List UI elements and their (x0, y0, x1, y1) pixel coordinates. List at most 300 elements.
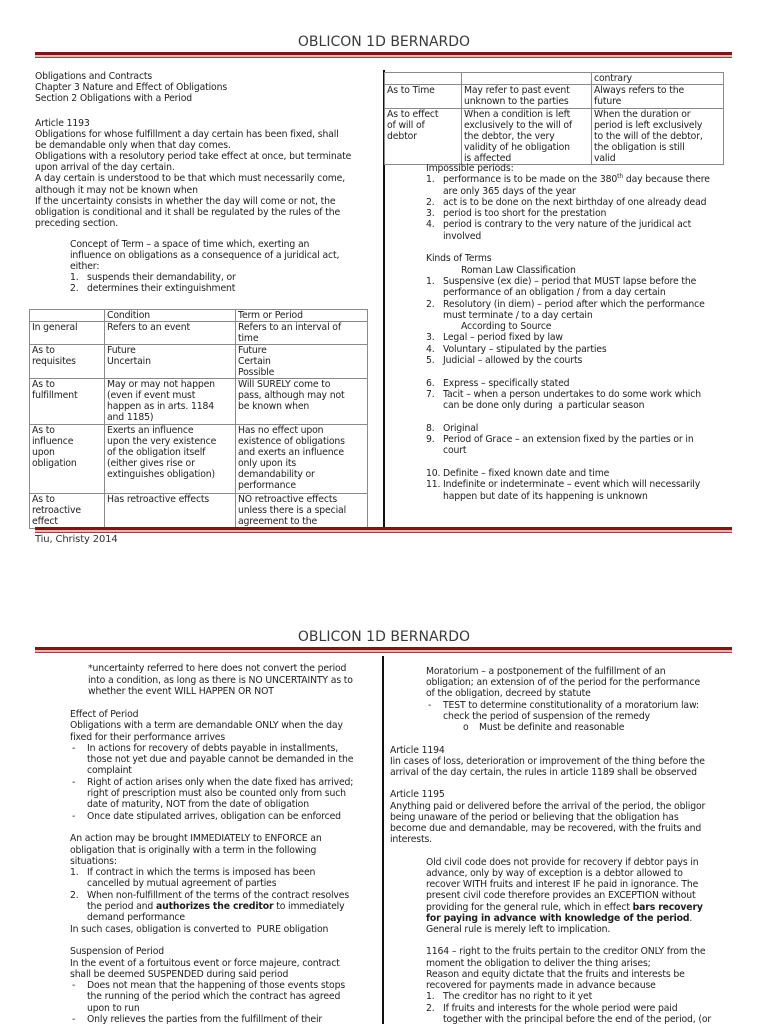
line-text: Section 2 Obligations with a Period (35, 93, 193, 104)
bold-text: authorizes the creditor (155, 901, 274, 913)
text-line (35, 71, 227, 82)
numbered-item-line (426, 276, 710, 287)
bullet-item-line (70, 1014, 353, 1024)
condition-vs-term-table-continued (384, 72, 724, 165)
text-line (426, 924, 711, 935)
bullet-item-line (426, 700, 711, 711)
line-text: General rule is merely left to implication. (426, 924, 611, 936)
table-header-row (30, 310, 368, 322)
line-text: obligation; an extension of of the period for the performance (426, 677, 701, 689)
continuation-line (426, 310, 710, 321)
line-text: right of prescription must also be counted only from such (87, 788, 346, 800)
table-cell: contrary (592, 73, 724, 85)
continuation-line (70, 799, 353, 810)
line-text: shall be deemed SUSPENDED during said period (70, 968, 289, 980)
line-text: Obligations with a term are demandable ONLY when the day (70, 720, 343, 732)
text-line (70, 946, 353, 957)
line-text: When non-fulfillment of the terms of the contract resolves (87, 889, 350, 901)
line-text: If contract in which the terms is imposed has been (87, 867, 316, 879)
continuation-line (70, 991, 353, 1002)
line-text: Obligations and Contracts (35, 71, 153, 82)
continuation-line (70, 754, 353, 765)
line-text: Only relieves the parties from the fulfillment of their (87, 1014, 323, 1024)
line-text: Moratorium – a postponement of the fulfillment of an (426, 666, 666, 677)
table-cell (385, 73, 462, 85)
table-cell: Always refers to the future (592, 85, 724, 109)
line-text: can be done only during a particular season (443, 400, 645, 412)
line-text: Indefinite or indeterminate – event which will necessarily (443, 479, 701, 491)
continuation-line (426, 445, 710, 456)
line-text: According to Source (461, 321, 552, 333)
line-text: Must be definite and reasonable (479, 722, 625, 734)
numbered-item-line (426, 344, 710, 355)
line-text (426, 902, 703, 913)
table-cell (462, 73, 592, 85)
line-text: court (443, 445, 467, 457)
table-cell: Has retroactive effects (105, 494, 236, 529)
table-cell: Refers to an event (105, 322, 236, 345)
table-row (30, 322, 368, 345)
table-cell: Future Certain Possible (236, 345, 368, 379)
document-intro (35, 71, 227, 104)
line-text: those not yet due and payable cannot be demanded in the (87, 754, 354, 766)
table-cell: In general (30, 322, 105, 345)
line-text: period is contrary to the very nature of the juridical act (443, 219, 692, 231)
numbered-item-line (426, 991, 711, 1002)
text-line (70, 845, 353, 856)
line-text: The creditor has no right to it yet (443, 991, 593, 1003)
blank-line (426, 778, 711, 789)
continuation-line (426, 711, 711, 722)
continuation-line (70, 901, 353, 912)
line-text: Reason and equity dictate that the fruits and interests be (426, 968, 685, 980)
line-text: Judicial – allowed by the courts (443, 355, 583, 367)
table-header-cell: Condition (105, 310, 236, 322)
line-text: must terminate / to a day certain (443, 309, 593, 321)
list-number: 9. (426, 434, 435, 446)
text-line (390, 812, 711, 823)
continuation-line (426, 231, 710, 242)
list-number: 3. (426, 332, 435, 344)
table-cell: As to retroactive effect (30, 494, 105, 529)
text-line (426, 677, 711, 688)
line-text: into a condition, as long as there is NO UNCERTAINTY as to (88, 674, 353, 686)
line-text: Tacit – when a person undertakes to do some work which (443, 388, 701, 400)
bullet-dash-marker: - (72, 742, 76, 754)
bullet-item-line (70, 811, 353, 822)
list-number: 1. (426, 991, 435, 1003)
numbered-item-line (426, 174, 710, 185)
table-cell: As to requisites (30, 345, 105, 379)
numbered-item-line (426, 355, 710, 366)
table-cell: Exerts an influence upon the very existence of the obligation itself (either gives rise or extinguishes obligation) (105, 425, 236, 494)
text-line (426, 969, 711, 980)
text-line (88, 686, 353, 698)
text-line (88, 663, 353, 675)
line-text: A day certain is understood to be that which must necessarily come, (35, 173, 346, 185)
line-text: An action may be brought IMMEDIATELY to ENFORCE an (70, 833, 322, 845)
numbered-item-line (426, 299, 710, 310)
bullet-item-line (70, 777, 353, 788)
line-text: period is too short for the prestation (443, 208, 607, 220)
table-row (385, 73, 724, 85)
list-number: 1. (70, 867, 79, 879)
line-text: Definite – fixed known date and time (443, 468, 610, 480)
line-text: Chapter 3 Nature and Effect of Obligations (35, 82, 228, 93)
text-line (70, 239, 339, 250)
continuation-line (426, 400, 710, 411)
line-text: become due and demandable, may be recovered, with the fruits and (390, 823, 702, 835)
line-text: Express – specifically stated (443, 377, 570, 389)
continuation-line (70, 878, 353, 889)
line-text: date of maturity, NOT from the date of obligation (87, 799, 309, 811)
line-text: Concept of Term – a space of time which, exerting an (70, 239, 310, 250)
line-text: Anything paid or delivered before the arrival of the period, the obligor (390, 800, 706, 812)
line-text: Impossible periods: (426, 163, 514, 174)
line-text: moment the obligation to deliver the thing arises; (426, 957, 651, 969)
text-line (426, 688, 711, 699)
numbered-item-line (426, 208, 710, 219)
table-cell: Will SURELY come to pass, although may not be known when (236, 379, 368, 425)
subheading-line (426, 321, 710, 332)
continuation-line (70, 765, 353, 776)
text-line (35, 207, 351, 218)
table-header-cell: Term or Period (236, 310, 368, 322)
table-row (30, 379, 368, 425)
text-line (390, 801, 711, 812)
text-line (35, 118, 351, 129)
line-text: interests. (390, 834, 432, 846)
table-cell: May or may not happen (even if event must happen as in arts. 1184 and 1185) (105, 379, 236, 425)
line-text: In the event of a fortuitous event or force majeure, contract (70, 957, 340, 969)
numbered-item-line (426, 1003, 711, 1014)
text-line (35, 218, 351, 229)
blank-line (426, 935, 711, 946)
table-cell: NO retroactive effects unless there is a special agreement to the (236, 494, 368, 529)
table-row (30, 345, 368, 379)
text-line (426, 902, 711, 913)
text-segment: to immediately (273, 901, 345, 913)
blank-line (426, 733, 711, 744)
line-text: being unaware of the period or believing that the obligation has (390, 811, 679, 823)
list-number: 2. (426, 1002, 435, 1014)
line-text: If the uncertainty consists in whether the day will come or not, the (35, 195, 336, 207)
text-line (70, 833, 353, 844)
blank-line (426, 412, 710, 423)
line-text: Iin cases of loss, deterioration or improvement of the thing before the (390, 755, 705, 767)
line-text: Right of action arises only when the date fixed has arrived; (87, 776, 354, 788)
line-text (426, 913, 692, 924)
table-row (30, 494, 368, 529)
text-line (426, 879, 711, 890)
line-text: 1164 – right to the fruits pertain to the creditor ONLY from the (426, 946, 706, 958)
numbered-item-line (426, 423, 710, 434)
footer-rule (35, 527, 732, 533)
text-segment: performance is to be made on the 380 (443, 174, 618, 186)
table-cell: When a condition is left exclusively to the will of the debtor, the very validity of he obligation is affected (462, 109, 592, 165)
bullet-dash-marker: - (72, 1014, 76, 1024)
line-text: In actions for recovery of debts payable in installments, (87, 742, 339, 754)
numbered-item-line (426, 389, 710, 400)
table-row (385, 109, 724, 165)
line-text: of the obligation, decreed by statute (426, 688, 591, 700)
kinds-of-terms-section (426, 163, 710, 502)
text-line (35, 129, 351, 140)
line-text: Original (443, 422, 479, 434)
table-cell: As to fulfillment (30, 379, 105, 425)
header-rule (35, 647, 732, 653)
list-number: 5. (426, 355, 435, 367)
text-line (35, 140, 351, 151)
line-text: check the period of suspension of the remedy (443, 710, 650, 722)
line-text: arrival of the day certain, the rules in article 1189 shall be observed (390, 766, 697, 778)
line-text: happen but date of its happening is unknown (443, 490, 648, 502)
text-line (35, 196, 351, 207)
text-line (70, 924, 353, 935)
text-line (35, 151, 351, 162)
line-text: Suspensive (ex die) – period that MUST lapse before the (443, 275, 697, 287)
list-number: 1. (70, 272, 79, 284)
list-number: 2. (426, 196, 435, 208)
list-number: 4. (426, 219, 435, 231)
article-1193 (35, 118, 351, 229)
line-text: either: (70, 261, 100, 273)
table-row (30, 425, 368, 494)
line-text: Obligations for whose fulfillment a day certain has been fixed, shall (35, 129, 339, 141)
text-line (70, 250, 339, 261)
uncertainty-note (88, 663, 353, 698)
concept-of-term (70, 239, 339, 294)
bullet-item-line (70, 743, 353, 754)
text-line (70, 969, 353, 980)
text-segment: the period and (87, 901, 156, 913)
text-line (88, 675, 353, 687)
text-line (426, 980, 711, 991)
text-line (426, 913, 711, 924)
line-text: although it may not be known when (35, 184, 198, 196)
line-text: determines their extinguishment (87, 283, 236, 295)
bullet-circle-marker: o (463, 722, 469, 734)
line-text: obligation that is originally with a term in the following (70, 844, 317, 856)
column-divider (382, 656, 384, 1024)
text-line (390, 834, 711, 845)
text-line (70, 958, 353, 969)
numbered-item-line (70, 272, 339, 283)
numbered-item-line (426, 468, 710, 479)
effect-of-period-section (70, 709, 353, 1024)
continuation-line (426, 287, 710, 298)
text-line (70, 709, 353, 720)
line-text: Old civil code does not provide for recovery if debtor pays in (426, 856, 699, 868)
bullet-dash-marker: - (72, 776, 76, 788)
text-line (426, 163, 710, 174)
list-number: 2. (70, 283, 79, 295)
sub-bullet-item-line (426, 722, 711, 733)
line-text: preceding section. (35, 217, 119, 229)
blank-line (70, 822, 353, 833)
numbered-item-line (426, 479, 710, 490)
numbered-item-line (426, 219, 710, 230)
line-text: suspends their demandability, or (87, 272, 236, 284)
table-cell: Has no effect upon existence of obligations and exerts an influence only upon its demandability or performance (236, 425, 368, 494)
list-number: 2. (70, 889, 79, 901)
table-cell: Refers to an interval of time (236, 322, 368, 345)
line-text: Obligations with a resolutory period take effect at once, but terminate (35, 151, 352, 163)
text-line (35, 185, 351, 196)
bullet-dash-marker: - (428, 699, 432, 711)
text-line (390, 823, 711, 834)
list-number: 3. (426, 208, 435, 220)
condition-vs-term-table (29, 309, 368, 529)
text-line (390, 767, 711, 778)
bullet-dash-marker: - (72, 810, 76, 822)
header-rule (35, 52, 732, 58)
line-text: involved (443, 230, 482, 242)
text-line (426, 666, 711, 677)
moratorium-and-articles-section (390, 666, 712, 1024)
continuation-line (426, 1014, 711, 1024)
blank-line (70, 935, 353, 946)
continuation-line (70, 1003, 353, 1014)
text-line (390, 756, 711, 767)
line-text: Kinds of Terms (426, 253, 492, 265)
line-text: upon arrival of the day certain. (35, 162, 175, 174)
blank-line (426, 366, 710, 377)
line-text: Resolutory (in diem) – period after which the performance (443, 298, 705, 310)
list-number: 7. (426, 388, 435, 400)
text-line (35, 162, 351, 173)
line-text: demand performance (87, 912, 185, 924)
text-line (70, 261, 339, 272)
text-line (70, 720, 353, 731)
line-text: obligation is conditional and it shall be regulated by the rules of the (35, 206, 341, 218)
list-number: 6. (426, 377, 435, 389)
line-text: situations: (70, 855, 117, 867)
bold-text: for paying in advance with knowledge of the period (426, 912, 690, 924)
list-number: 11. (426, 479, 441, 491)
subheading-line (426, 265, 710, 276)
table-cell: As to Time (385, 85, 462, 109)
text-segment: day because there (623, 174, 710, 186)
continuation-line (70, 788, 353, 799)
continuation-line (426, 491, 710, 502)
line-text: whether the event WILL HAPPEN OR NOT (88, 686, 274, 697)
table-cell: As to effect of will of debtor (385, 109, 462, 165)
list-number: 8. (426, 422, 435, 434)
text-line (35, 93, 227, 104)
line-text: act is to be done on the next birthday of one already dead (443, 196, 707, 208)
bullet-item-line (70, 980, 353, 991)
numbered-item-line (426, 197, 710, 208)
bold-text: bars recovery (632, 901, 703, 913)
blank-line (426, 457, 710, 468)
line-text: Legal – period fixed by law (443, 332, 563, 344)
line-text: Does not mean that the happening of those events stops (87, 980, 346, 992)
line-text: fixed for their performance arrives (70, 731, 226, 743)
text-line (35, 173, 351, 184)
line-text: are only 365 days of the year (443, 185, 576, 197)
line-text: Suspension of Period (70, 946, 165, 958)
text-line (70, 732, 353, 743)
line-text (87, 901, 344, 912)
numbered-item-line (70, 283, 339, 294)
table-cell: May refer to past event unknown to the parties (462, 85, 592, 109)
line-text: If fruits and interests for the whole period were paid (443, 1002, 678, 1014)
list-number: 1. (426, 174, 435, 186)
text-line (390, 745, 711, 756)
numbered-item-line (426, 332, 710, 343)
text-line (426, 868, 711, 879)
text-line (426, 890, 711, 901)
text-line (70, 856, 353, 867)
line-text: upon to run (87, 1002, 140, 1014)
list-number: 2. (426, 298, 435, 310)
line-text: cancelled by mutual agreement of parties (87, 878, 277, 890)
line-text: Article 1193 (35, 118, 90, 129)
text-line (35, 82, 227, 93)
line-text: be demandable only when that day comes. (35, 140, 231, 152)
line-text: Effect of Period (70, 709, 139, 720)
superscript-text: th (617, 173, 624, 181)
table-cell: When the duration or period is left exclusively to the will of the debtor, the obligation is still valid (592, 109, 724, 165)
text-line (426, 253, 710, 264)
continuation-line (70, 912, 353, 923)
line-text: Once date stipulated arrives, obligation can be enforced (87, 810, 341, 822)
blank-line (426, 242, 710, 253)
text-segment: . (689, 912, 693, 924)
text-line (390, 789, 711, 800)
blank-line (426, 846, 711, 857)
text-line (426, 946, 711, 957)
line-text: TEST to determine constitutionality of a moratorium law: (443, 699, 699, 711)
numbered-item-line (70, 890, 353, 901)
table-cell: Future Uncertain (105, 345, 236, 379)
line-text: complaint (87, 765, 132, 777)
line-text: the running of the period which the contract has agreed (87, 991, 341, 1003)
line-text: advance, only by way of exception is a debtor allowed to (426, 867, 683, 879)
text-line (426, 958, 711, 969)
line-text: In such cases, obligation is converted to PURE obligation (70, 923, 329, 935)
line-text: together with the principal before the end of the period, (or (443, 1013, 712, 1024)
page-footer-author: Tiu, Christy 2014 (35, 534, 118, 545)
line-text: present civil code therefore provides an EXCEPTION without (426, 890, 696, 902)
text-segment: providing for the general rule, which in effect (426, 901, 633, 913)
line-text: Period of Grace – an extension fixed by the parties or in (443, 434, 694, 446)
line-text (443, 174, 710, 185)
page-header-title: OBLICON 1D BERNARDO (297, 34, 471, 50)
continuation-line (426, 186, 710, 197)
numbered-item-line (70, 867, 353, 878)
list-number: 4. (426, 343, 435, 355)
numbered-item-line (426, 378, 710, 389)
list-number: 1. (426, 275, 435, 287)
line-text: Voluntary – stipulated by the parties (443, 343, 607, 355)
line-text: Article 1194 (390, 744, 445, 756)
line-text: influence on obligations as a consequence of a juridical act, (70, 250, 340, 262)
line-text: recovered for payments made in advance because (426, 980, 656, 992)
line-text: *uncertainty referred to here does not convert the period (88, 663, 347, 674)
line-text: recover WITH fruits and interest IF he paid in ignorance. The (426, 879, 699, 891)
table-cell: As to influence upon obligation (30, 425, 105, 494)
line-text: Roman Law Classification (461, 264, 576, 276)
line-text: Article 1195 (390, 789, 445, 801)
table-header-cell (30, 310, 105, 322)
numbered-item-line (426, 434, 710, 445)
text-line (426, 857, 711, 868)
page-header-title: OBLICON 1D BERNARDO (297, 629, 471, 645)
table-row (385, 85, 724, 109)
list-number: 10. (426, 468, 441, 480)
